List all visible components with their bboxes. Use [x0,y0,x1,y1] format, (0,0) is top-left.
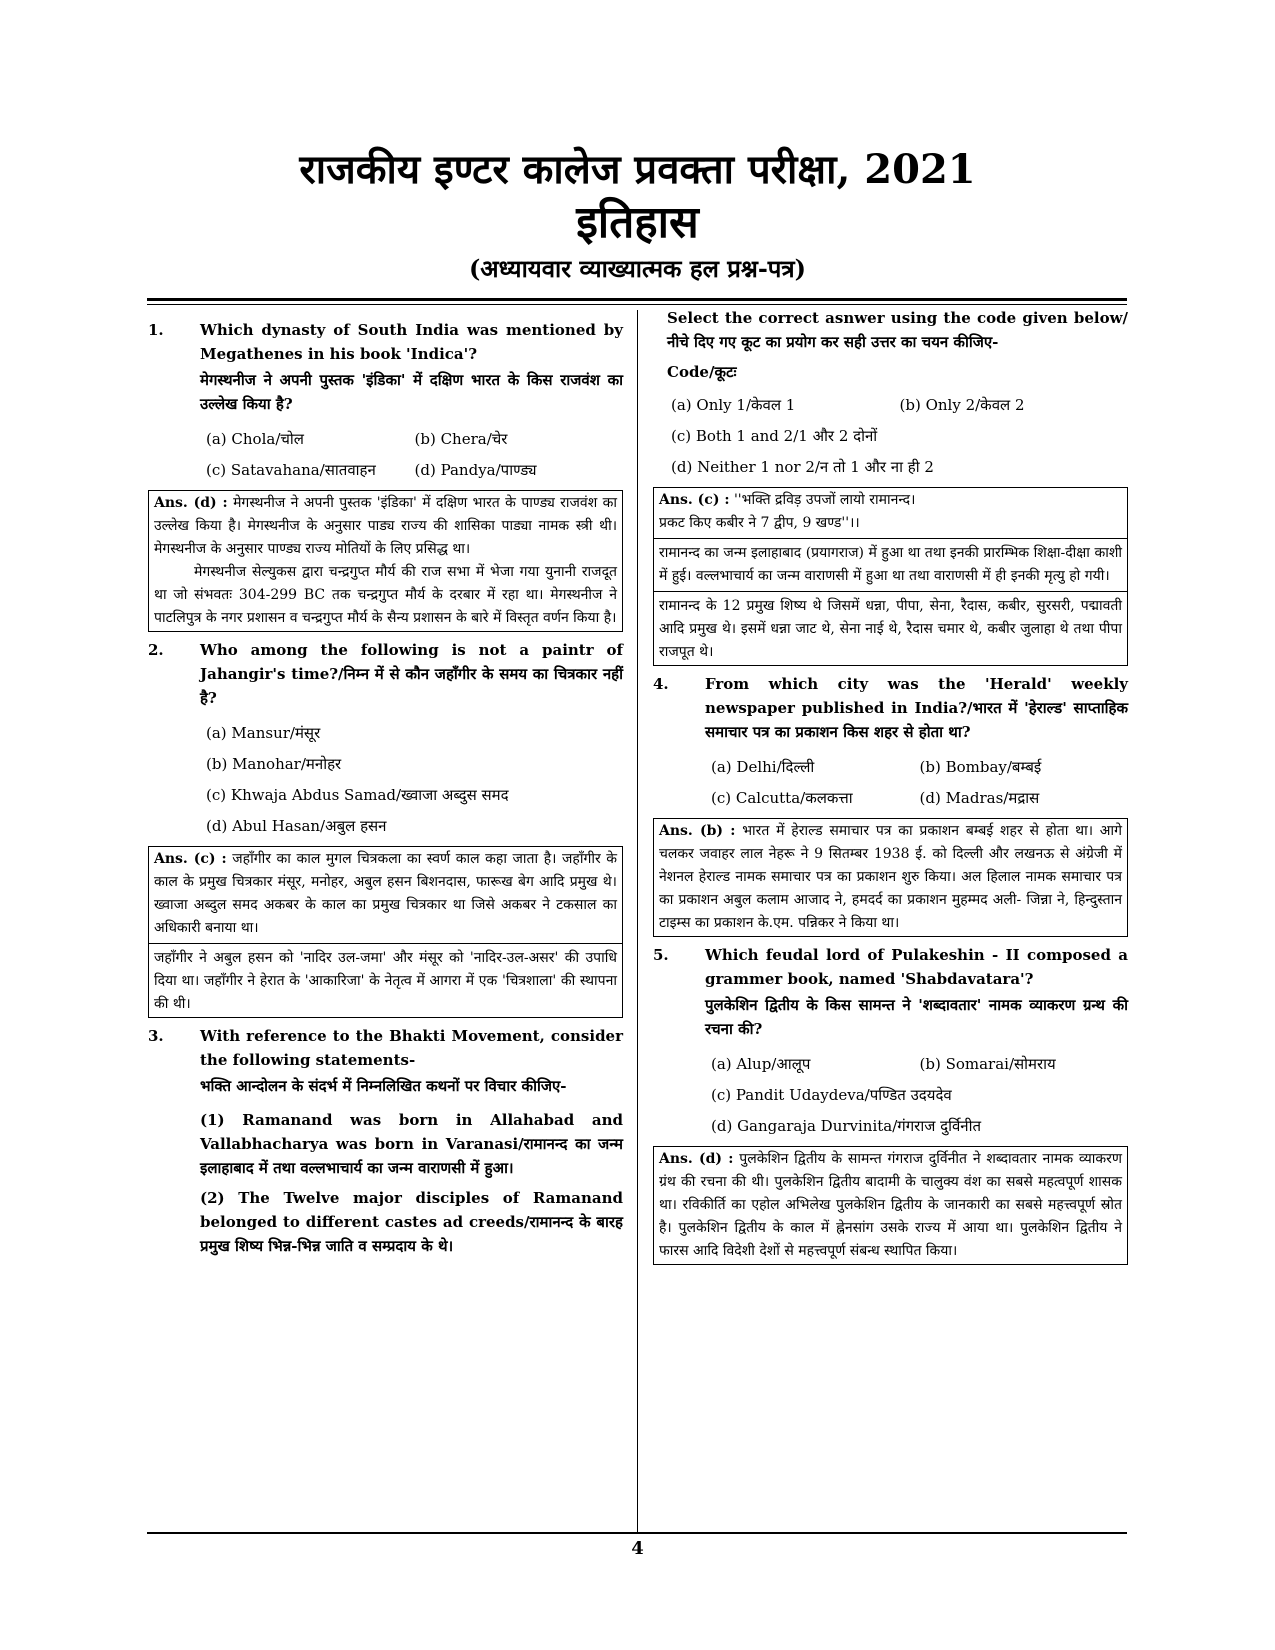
answer-text: पुलकेशिन द्वितीय के सामन्त गंगराज दुर्विनीत ने शब्दावतार नामक व्याकरण ग्रंथ की रचना की थी। पुलकेशिन द्वितीय बादामी के चालुक्य वंश का सबसे महत्वपूर्ण शासक था। रविकीर्ति का एहोल अभिलेख पुलकेशिन द्वितीय के जानकारी का सबसे महत्त्वपूर्ण स्रोत है। पुलकेशिन द्वितीय के काल में ह्नेनसांग उसके राज्य में आया था। पुलकेशिन द्वितीय ने फारस आदि विदेशी देशों से महत्त्वपूर्ण संबन्ध स्थापित किया। [659,1151,1123,1259]
question-number: 2. [148,641,164,659]
question-text: From which city was the 'Herald' weekly newspaper published in India?/भारत में 'हेराल्ड' साप्ताहिक समाचार पत्र का प्रकाशन किस शहर से होता था? [705,675,1128,741]
question-number: 4. [653,675,669,693]
header-rule-thin [147,304,1127,305]
question-text-hi: भक्ति आन्दोलन के संदर्भ में निम्नलिखित कथनों पर विचार कीजिए- [200,1077,567,1095]
option-b: (b) Chera/चेर [414,430,508,448]
q3-options [671,390,1128,483]
option-d: (d) Madras/मद्रास [919,789,1040,807]
answer-label: Ans. (d) : [659,1151,734,1167]
option-d: (d) Gangaraja Durvinita/गंगराज दुर्विनीत [711,1117,982,1135]
answer-label: Ans. (d) : [154,495,228,511]
option-a: (a) Only 1/केवल 1 [671,396,796,414]
page-number: 4 [631,1538,644,1559]
answer-text: जहाँगीर ने अबुल हसन को 'नादिर उल-जमा' और मंसूर को 'नादिर-उल-असर' की उपाधि दिया था। जहाँगीर ने हेरात के 'आकारिजा' के नेतृत्व में आगरा में एक 'चित्रशाला' की स्थापना की थी। [154,950,617,1012]
answer-label: Ans. (b) : [659,823,736,839]
subject-heading: इतिहास [576,197,699,248]
option-a: (a) Chola/चोल [206,430,304,448]
footer-rule [147,1532,1127,1534]
option-c: (c) Satavahana/सातवाहन [206,461,376,479]
statement-2: (2) The Twelve major disciples of Ramanand belonged to different castes ad creeds/रामानन्द के बारह प्रमुख शिष्य भिन्न-भिन्न जाति व सम्प्रदाय के थे। [200,1189,623,1255]
answer-text: जहाँगीर का काल मुगल चित्रकला का स्वर्ण काल कहा जाता है। जहाँगीर के काल के प्रमुख चित्रकार मंसूर, मनोहर, अबुल हसन बिशनदास, फारूख बेग आदि प्रमुख थे। ख्वाजा अब्दुल समद अकबर के काल का प्रमुख चित्रकार था जिसे अकबर ने टकसाल का अधिकारी बनाया था। [154,851,617,936]
option-b: (b) Manohar/मनोहर [206,755,342,773]
option-b: (b) Somarai/सोमराय [919,1055,1056,1073]
question-4 [653,672,1128,746]
question-text-hi: मेगस्थनीज ने अपनी पुस्तक 'इंडिका' में दक्षिण भारत के किस राजवंश का उल्लेख किया है? [200,371,623,413]
option-b: (b) Only 2/केवल 2 [899,396,1025,414]
answer-text: रामानन्द का जन्म इलाहाबाद (प्रयागराज) में हुआ था तथा इनकी प्रारम्भिक शिक्षा-दीक्षा काशी में हुई। वल्लभाचार्य का जन्म वाराणसी में हुआ था तथा वाराणसी में ही इनकी मृत्यु हो गयी। [659,545,1122,584]
question-text: Who among the following is not a paintr of Jahangir's time?/निम्न में से कौन जहाँगीर के समय का चित्रकार नहीं है? [200,641,623,707]
question-text-en: Which dynasty of South India was mentioned by Megathenes in his book 'Indica'? [200,321,623,363]
question-text-hi: पुलकेशिन द्वितीय के किस सामन्त ने 'शब्दावतार' नामक व्याकरण ग्रन्थ की रचना की? [705,996,1128,1038]
answer-box-q5 [653,1146,1128,1265]
answer-text: रामानन्द के 12 प्रमुख शिष्य थे जिसमें धन्ना, पीपा, सेना, रैदास, कबीर, सुरसरी, पद्मावती आदि प्रमुख थे। इसमें धन्ना जाट थे, सेना नाई थे, रैदास चमार थे, कबीर जुलाहा थे तथा पीपा राजपूत थे। [659,598,1122,660]
answer-label: Ans. (c) : [659,492,730,508]
code-heading: Code/कूटः [667,363,737,381]
answer-text: प्रकट किए कबीर ने 7 द्वीप, 9 खण्ड''।। [659,515,860,531]
question-text-en: Which feudal lord of Pulakeshin - II composed a grammer book, named 'Shabdavatara'? [705,946,1128,988]
question-text-en: With reference to the Bhakti Movement, consider the following statements- [200,1027,623,1069]
answer-box-q4 [653,818,1128,937]
question-3 [148,1024,623,1100]
answer-box-q2 [148,846,623,1018]
answer-box-q3 [653,487,1128,666]
answer-box-q1 [148,490,623,632]
answer-label: Ans. (c) : [154,851,227,867]
page-title: राजकीय इण्टर कालेज प्रवक्ता परीक्षा, 2021 [299,146,976,193]
option-b: (b) Bombay/बम्बई [919,758,1042,776]
column-divider [637,310,638,1532]
option-d: (d) Abul Hasan/अबुल हसन [206,817,387,835]
select-instruction: Select the correct asnwer using the code given below/ नीचे दिए गए कूट का प्रयोग कर सही उत्तर का चयन कीजिए- [667,309,1128,351]
option-c: (c) Both 1 and 2/1 और 2 दोनों [671,427,878,445]
option-a: (a) Delhi/दिल्ली [711,758,815,776]
q4-options [711,752,1128,814]
q1-options [206,424,623,486]
question-2 [148,638,623,712]
statement-1: (1) Ramanand was born in Allahabad and Vallabhacharya was born in Varanasi/रामानन्द का जन्म इलाहाबाद में तथा वल्लभाचार्य का जन्म वाराणसी में हुआ। [200,1111,623,1177]
left-column [148,318,623,1264]
option-a: (a) Mansur/मंसूर [206,724,321,742]
question-number: 3. [148,1027,164,1045]
option-d: (d) Pandya/पाण्ड्य [414,461,537,479]
option-c: (c) Calcutta/कलकत्ता [711,789,853,807]
question-number: 1. [148,321,164,339]
subtitle: (अध्यायवार व्याख्यात्मक हल प्रश्न-पत्र) [468,254,807,283]
question-number: 5. [653,946,669,964]
answer-text: भारत में हेराल्ड समाचार पत्र का प्रकाशन बम्बई शहर से होता था। आगे चलकर जवाहर लाल नेहरू ने 9 सितम्बर 1938 ई. को दिल्ली और लखनऊ से अंग्रेजी में नेशनल हेराल्ड नामक समाचार पत्र का प्रकाशन शुरु किया। अल हिलाल नामक समाचार पत्र का प्रकाशन अबुल कलाम आजाद ने, हमदर्द का प्रकाशन मुहम्मद अली- जिन्ना ने, हिन्दुस्तान टाइम्स का प्रकाशन के.एम. पन्निकर ने किया था। [659,823,1122,931]
answer-text: मेगस्थनीज सेल्युकस द्वारा चन्द्रगुप्त मौर्य की राज सभा में भेजा गया युनानी राजदूत था जो संभवतः 304-299 BC तक चन्द्रगुप्त मौर्य के दरबार में रहा था। मेगस्थनीज ने पाटलिपुत्र के नगर प्रशासन व चन्द्रगुप्त मौर्य के सैन्य प्रशासन के बारे में विस्तृत वर्णन किया है। [154,564,617,626]
question-1 [148,318,623,418]
q5-options [711,1049,1128,1142]
option-a: (a) Alup/आलूप [711,1055,811,1073]
q2-options [206,718,623,842]
right-column [653,306,1128,1271]
question-5 [653,943,1128,1043]
option-c: (c) Pandit Udaydeva/पण्डित उदयदेव [711,1086,952,1104]
answer-text: ''भक्ति द्रविड़ उपजों लायो रामानन्द। [733,492,916,508]
header-rule-thick [147,298,1127,301]
option-c: (c) Khwaja Abdus Samad/ख्वाजा अब्दुस समद [206,786,509,804]
option-d: (d) Neither 1 nor 2/न तो 1 और ना ही 2 [671,458,934,476]
answer-text: मेगस्थनीज ने अपनी पुस्तक 'इंडिका' में दक्षिण भारत के पाण्ड्य राजवंश का उल्लेख किया है। मेगस्थनीज के अनुसार पाड्य राज्य की शासिका पाड्या नामक स्त्री थी। मेगस्थनीज के अनुसार पाण्ड्य राज्य मोतियों के लिए प्रसिद्ध था। [154,495,618,557]
